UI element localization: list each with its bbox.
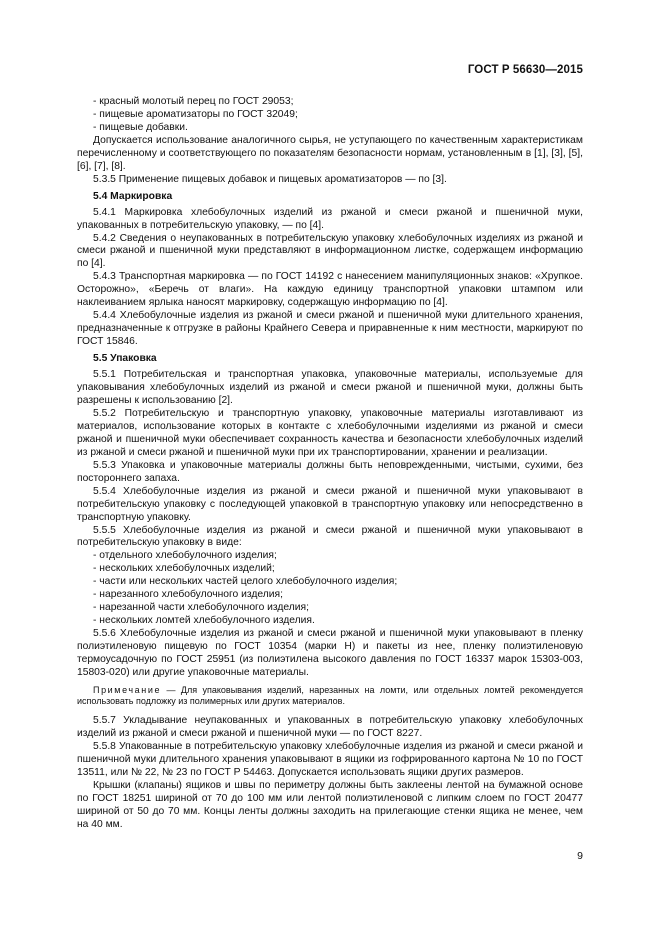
section-heading: 5.5 Упаковка bbox=[93, 353, 157, 365]
note bbox=[77, 685, 583, 708]
paragraph: 5.4.2 Сведения о неупакованных в потребительскую упаковку хлебобулочных изделиях из ржаной и смеси ржаной и пшеничной муки представляют в информационном листке, содержащем информацию по [4]. bbox=[77, 232, 583, 270]
list-item: - пищевые ароматизаторы по ГОСТ 32049; bbox=[93, 108, 298, 120]
note-text: — Для упаковывания изделий, нарезанных на ломти, или отдельных ломтей рекомендуется использовать подложку из полимерных или других материалов. bbox=[77, 684, 583, 707]
paragraph: 5.5.8 Упакованные в потребительскую упаковку хлебобулочные изделия из ржаной и смеси ржаной и пшеничной муки длительного хранения упаковывают в ящики из гофрированного картона № 10 по ГОСТ 13511, или № 22, № 23 по ГОСТ Р 54463. Допускается использовать ящики других размеров. bbox=[77, 740, 583, 778]
paragraph: 5.5.3 Упаковка и упаковочные материалы должны быть неповрежденными, чистыми, сухими, без постороннего запаха. bbox=[77, 459, 583, 484]
paragraph: 5.5.1 Потребительская и транспортная упаковка, упаковочные материалы, используемые для упаковывания хлебобулочных изделий из ржаной и смеси ржаной и пшеничной муки, должны быть разрешены к использованию [2]. bbox=[77, 369, 583, 406]
list-item: - нескольких хлебобулочных изделий; bbox=[93, 563, 275, 575]
paragraph: 5.4.3 Транспортная маркировка — по ГОСТ 14192 с нанесением манипуляционных знаков: «Хрупкое. Осторожно», «Беречь от влаги». На каждую единицу транспортной упаковки штампом или наклеиванием ярлыка наносят маркировку, содержащую информацию по [4]. bbox=[77, 271, 583, 309]
note-label: Примечание bbox=[93, 684, 162, 695]
page-number: 9 bbox=[577, 850, 583, 862]
document-body bbox=[77, 96, 583, 832]
paragraph: 5.5.7 Укладывание неупакованных и упакованных в потребительскую упаковку хлебобулочных изделий из ржаной и смеси ржаной и пшеничной муки — по ГОСТ 8227. bbox=[77, 714, 583, 739]
list-item: - пищевые добавки. bbox=[93, 121, 188, 133]
section-heading: 5.4 Маркировка bbox=[93, 190, 173, 202]
paragraph: Крышки (клапаны) ящиков и швы по периметру должны быть заклеены лентой на бумажной основе по ГОСТ 18251 шириной от 70 до 100 мм или лентой полиэтиленовой с липким слоем по ГОСТ 20477 шириной от 50 до 70 мм. Концы ленты должны заходить на прилегающие стенки ящика не менее, чем на 40 мм. bbox=[77, 779, 583, 830]
paragraph: 5.5.5 Хлебобулочные изделия из ржаной и смеси ржаной и пшеничной муки упаковывают в потребительскую упаковку в виде: bbox=[77, 524, 583, 549]
paragraph: 5.5.2 Потребительскую и транспортную упаковку, упаковочные материалы изготавливают из материалов, использование которых в контакте с хлебобулочными изделиями из ржаной и смеси ржаной и пшеничной муки обеспечивает сохранность качества и безопасности хлебобулочных изделий из ржаной и смеси ржаной и пшеничной муки при их транспортировании, хранении и реализации. bbox=[77, 407, 583, 458]
list-item: - нарезанного хлебобулочного изделия; bbox=[93, 589, 283, 601]
document-header: ГОСТ Р 56630—2015 bbox=[467, 64, 583, 76]
paragraph: 5.3.5 Применение пищевых добавок и пищевых ароматизаторов — по [3]. bbox=[93, 173, 447, 185]
list-item: - нарезанной части хлебобулочного изделия; bbox=[93, 602, 309, 614]
paragraph: 5.4.4 Хлебобулочные изделия из ржаной и смеси ржаной и пшеничной муки длительного хранения, предназначенные к отгрузке в районы Крайнего Севера и приравненные к ним местности, маркируют по ГОСТ 15846. bbox=[77, 310, 583, 348]
list-item: - нескольких ломтей хлебобулочного изделия. bbox=[93, 615, 315, 627]
paragraph: Допускается использование аналогичного сырья, не уступающего по качественным характеристикам перечисленному и соответствующего по показателям безопасности нормам, установленным в [1], [3], [5], [6], [7], [8]. bbox=[77, 134, 583, 172]
paragraph: 5.5.6 Хлебобулочные изделия из ржаной и смеси ржаной и пшеничной муки упаковывают в пленку полиэтиленовую пищевую по ГОСТ 10354 (марки Н) и пакеты из нее, пленку полиэтиленовую термоусадочную по ГОСТ 25951 (из полиэтилена высокого давления по ГОСТ 16337 марок 15303-003, 15803-020) или другие упаковочные материалы. bbox=[77, 628, 583, 678]
list-item: - красный молотый перец по ГОСТ 29053; bbox=[93, 96, 294, 107]
list-item: - части или нескольких частей целого хлебобулочного изделия; bbox=[93, 576, 398, 588]
paragraph: 5.5.4 Хлебобулочные изделия из ржаной и смеси ржаной и пшеничной муки упаковывают в потребительскую упаковку с последующей упаковкой в транспортную упаковку или непосредственно в транспортную упаковку. bbox=[77, 485, 583, 523]
paragraph: 5.4.1 Маркировка хлебобулочных изделий из ржаной и смеси ржаной и пшеничной муки, упакованных в потребительскую упаковку, — по [4]. bbox=[77, 206, 583, 231]
list-item: - отдельного хлебобулочного изделия; bbox=[93, 550, 277, 562]
